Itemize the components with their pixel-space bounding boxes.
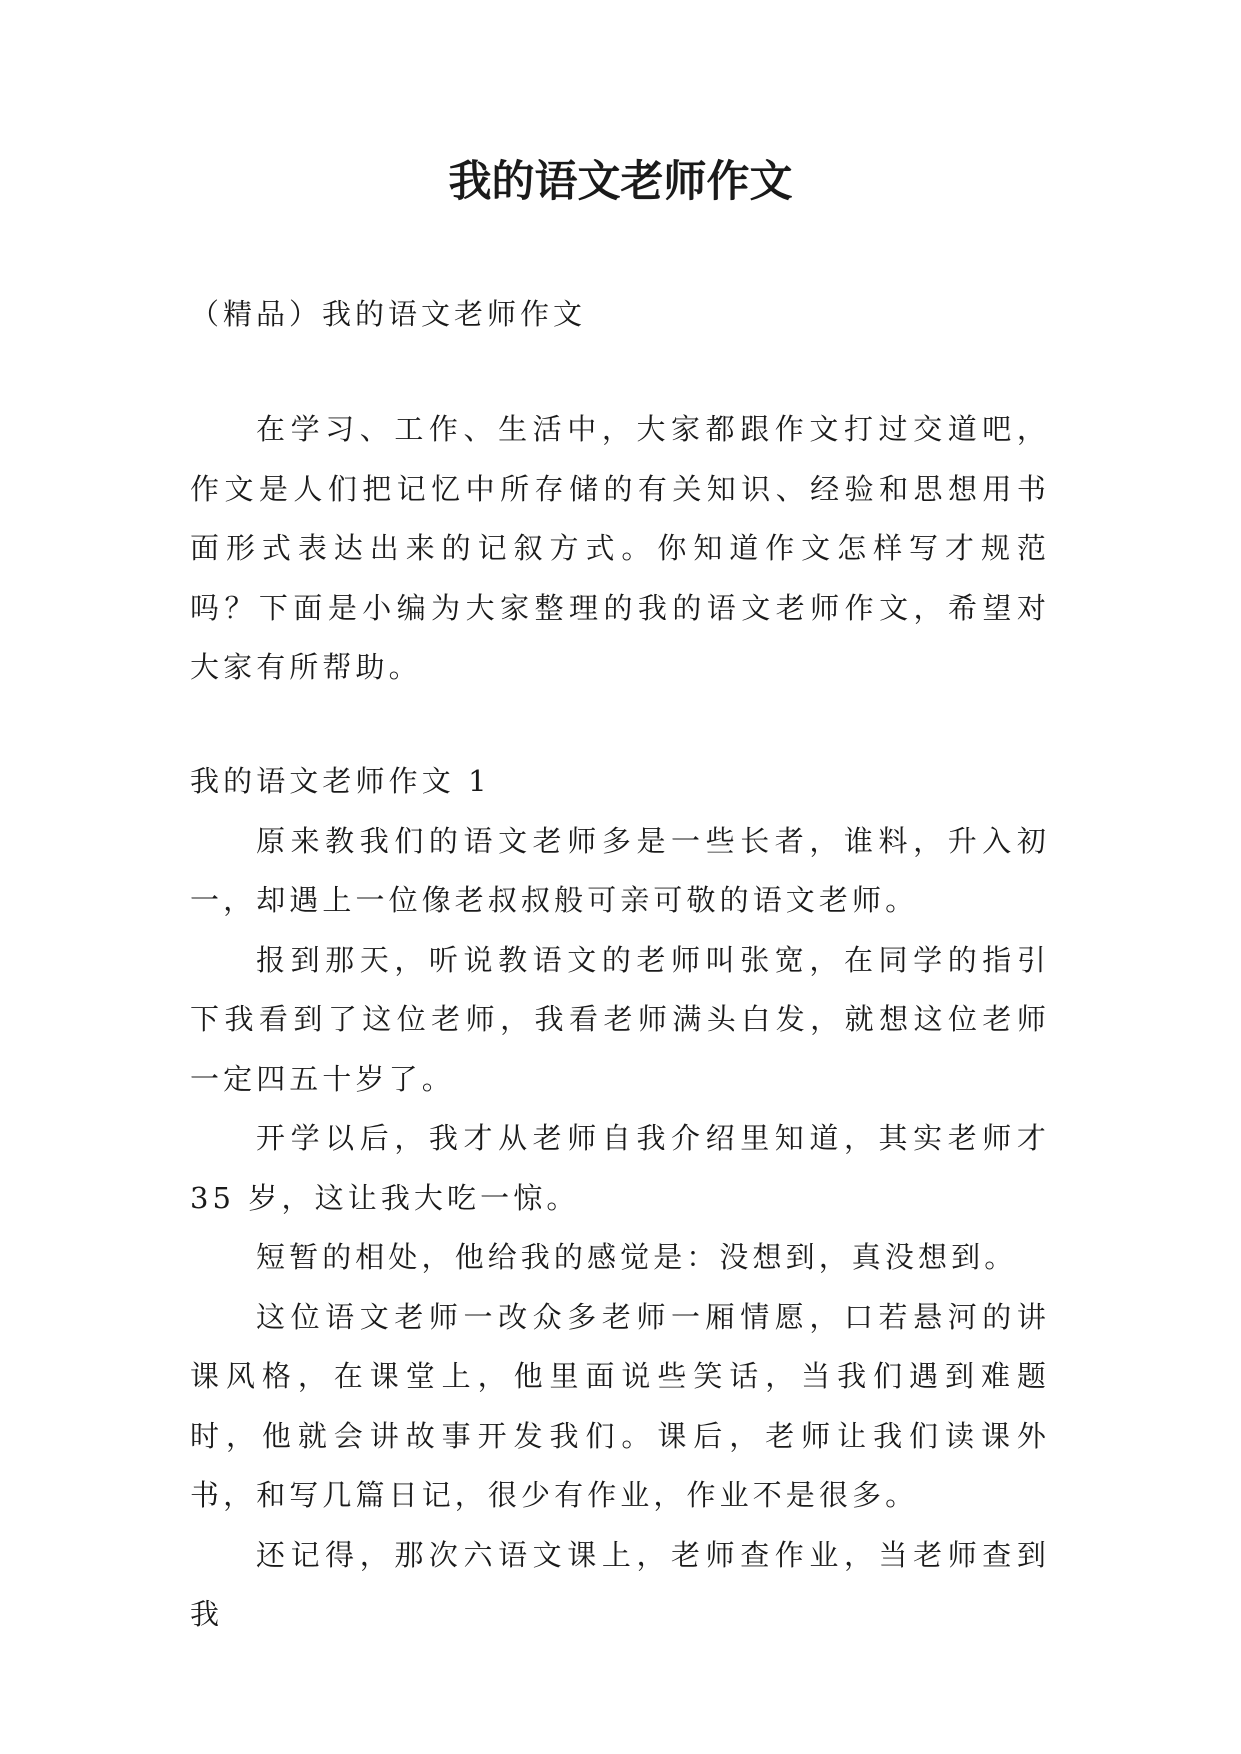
essay-paragraph: 还记得，那次六语文课上，老师查作业，当老师查到我 bbox=[190, 1537, 1050, 1631]
document-subtitle: （精品）我的语文老师作文 bbox=[190, 297, 587, 331]
essay-paragraph: 短暂的相处，他给我的感觉是：没想到，真没想到。 bbox=[256, 1240, 1018, 1274]
document-title: 我的语文老师作文 bbox=[448, 157, 793, 207]
intro-section bbox=[190, 400, 1050, 698]
essay-paragraph: 这位语文老师一改众多老师一厢情愿，口若悬河的讲课风格，在课堂上，他里面说些笑话，当我们遇到难题时，他就会讲故事开发我们。课后，老师让我们读课外书，和写几篇日记，很少有作业，作业不是很多。 bbox=[190, 1299, 1050, 1512]
essay-paragraph: 原来教我们的语文老师多是一些长者，谁料，升入初一，却遇上一位像老叔叔般可亲可敬的语文老师。 bbox=[190, 823, 1050, 917]
essay-paragraph: 报到那天，听说教语文的老师叫张宽，在同学的指引下我看到了这位老师，我看老师满头白发，就想这位老师一定四五十岁了。 bbox=[190, 942, 1050, 1096]
essay-section bbox=[190, 752, 1050, 1645]
essay-paragraph: 开学以后，我才从老师自我介绍里知道，其实老师才 35 岁，这让我大吃一惊。 bbox=[190, 1121, 1050, 1215]
intro-paragraph: 在学习、工作、生活中，大家都跟作文打过交道吧，作文是人们把记忆中所存储的有关知识、经验和思想用书面形式表达出来的记叙方式。你知道作文怎样写才规范吗？下面是小编为大家整理的我的语文老师作文，希望对大家有所帮助。 bbox=[190, 412, 1050, 684]
essay-heading: 我的语文老师作文 1 bbox=[190, 764, 491, 798]
